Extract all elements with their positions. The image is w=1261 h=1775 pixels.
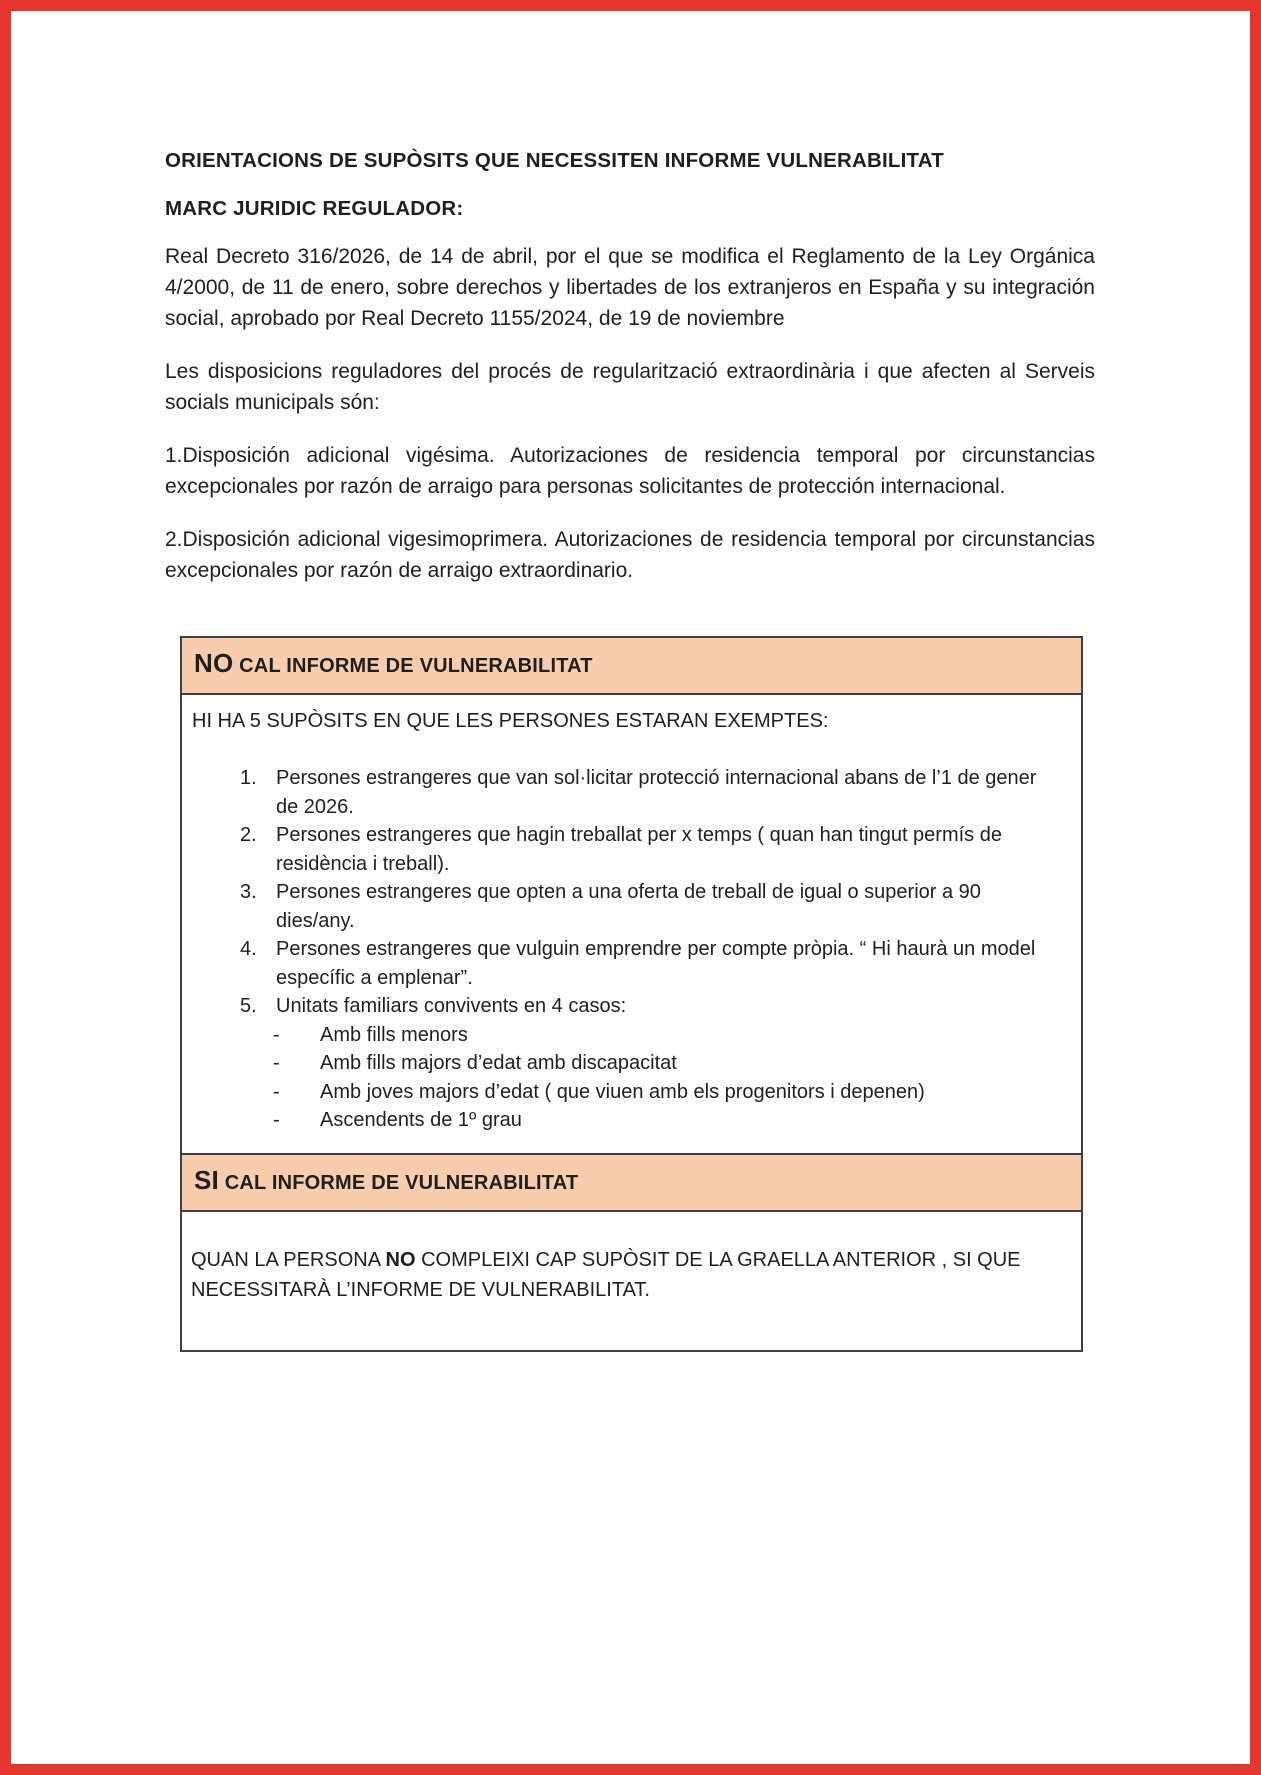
exempt-item-2 bbox=[191, 821, 1063, 878]
family-subitem-1 bbox=[191, 1021, 1063, 1050]
paragraph-real-decreto: Real Decreto 316/2026, de 14 de abril, por el que se modifica el Reglamento de la Ley Orgánica 4/2000, de 11 de enero, sobre derechos y libertades de los extranjeros en España y su integración social, aprobado por Real Decreto 1155/2024, de 19 de noviembre bbox=[165, 245, 1095, 330]
marc-juridic-heading: MARC JURIDIC REGULADOR: bbox=[165, 197, 464, 220]
dash-marker: - bbox=[273, 1109, 280, 1131]
dash-marker: - bbox=[273, 1080, 280, 1103]
item-number: 3. bbox=[240, 881, 257, 903]
vulnerability-table bbox=[180, 636, 1083, 1352]
no-header-prefix: NO bbox=[194, 648, 234, 678]
family-subitem-4 bbox=[191, 1106, 1063, 1135]
item-number: 1. bbox=[240, 767, 257, 789]
si-body-text-bold: NO bbox=[385, 1248, 416, 1271]
exempt-item-4 bbox=[191, 935, 1063, 992]
item-text: Unitats familiars convivents en 4 casos: bbox=[276, 995, 627, 1017]
paragraph-disposicion-adicional-20: 1.Disposición adicional vigésima. Autorizaciones de residencia temporal por circunstancias excepcionales por razón de arraigo para personas solicitantes de protección internacional. bbox=[165, 444, 1095, 498]
item-number: 5. bbox=[240, 995, 257, 1017]
si-header-label: CAL INFORME DE VULNERABILITAT bbox=[218, 1171, 579, 1194]
si-header-prefix: SI bbox=[194, 1164, 219, 1195]
family-subitem-3 bbox=[191, 1078, 1063, 1107]
subitem-text: Amb joves majors d’edat ( que viuen amb els progenitors i depenen) bbox=[320, 1080, 925, 1103]
si-section-header bbox=[182, 1153, 1081, 1210]
exempt-item-1 bbox=[191, 764, 1063, 821]
family-subitem-2 bbox=[191, 1049, 1063, 1078]
item-text: Persones estrangeres que vulguin emprendre per compte pròpia. “ Hi haurà un model específic a emplenar”. bbox=[276, 938, 1036, 989]
item-number: 2. bbox=[240, 824, 257, 846]
paragraph-disposicions-intro: Les disposicions reguladores del procés de regularització extraordinària i que afecten al Serveis socials municipals són: bbox=[165, 360, 1095, 414]
exempt-item-5 bbox=[191, 992, 1063, 1021]
no-section-header bbox=[182, 638, 1081, 693]
document-title: ORIENTACIONS DE SUPÒSITS QUE NECESSITEN INFORME VULNERABILITAT bbox=[165, 149, 944, 172]
item-number: 4. bbox=[240, 938, 257, 960]
dash-marker: - bbox=[273, 1052, 280, 1074]
item-text: Persones estrangeres que van sol·licitar protecció internacional abans de l’1 de gener de 2026. bbox=[276, 767, 1037, 818]
item-text: Persones estrangeres que opten a una oferta de treball de igual o superior a 90 dies/any. bbox=[276, 881, 981, 932]
no-section-body bbox=[182, 693, 1081, 1153]
page-content bbox=[11, 11, 1250, 1352]
si-body-text-after: COMPLEIXI CAP SUPÒSIT DE LA GRAELLA ANTERIOR , SI QUE NECESSITARÀ L’INFORME DE VULNERABILITAT. bbox=[191, 1248, 1021, 1301]
exempt-item-3 bbox=[191, 878, 1063, 935]
subitem-text: Amb fills majors d’edat amb discapacitat bbox=[320, 1052, 677, 1074]
item-text: Persones estrangeres que hagin treballat per x temps ( quan han tingut permís de residència i treball). bbox=[276, 824, 1002, 875]
subitem-text: Ascendents de 1º grau bbox=[320, 1109, 522, 1131]
no-header-label: CAL INFORME DE VULNERABILITAT bbox=[233, 655, 593, 677]
subitem-text: Amb fills menors bbox=[320, 1023, 468, 1046]
si-body-text-before: QUAN LA PERSONA bbox=[191, 1248, 386, 1271]
paragraph-disposicion-adicional-21: 2.Disposición adicional vigesimoprimera. Autorizaciones de residencia temporal por circunstancias excepcionales por razón de arraigo extraordinario. bbox=[165, 528, 1095, 582]
dash-marker: - bbox=[273, 1023, 280, 1046]
exempt-intro: HI HA 5 SUPÒSITS EN QUE LES PERSONES ESTARAN EXEMPTES: bbox=[192, 710, 829, 732]
si-section-body bbox=[182, 1210, 1081, 1350]
